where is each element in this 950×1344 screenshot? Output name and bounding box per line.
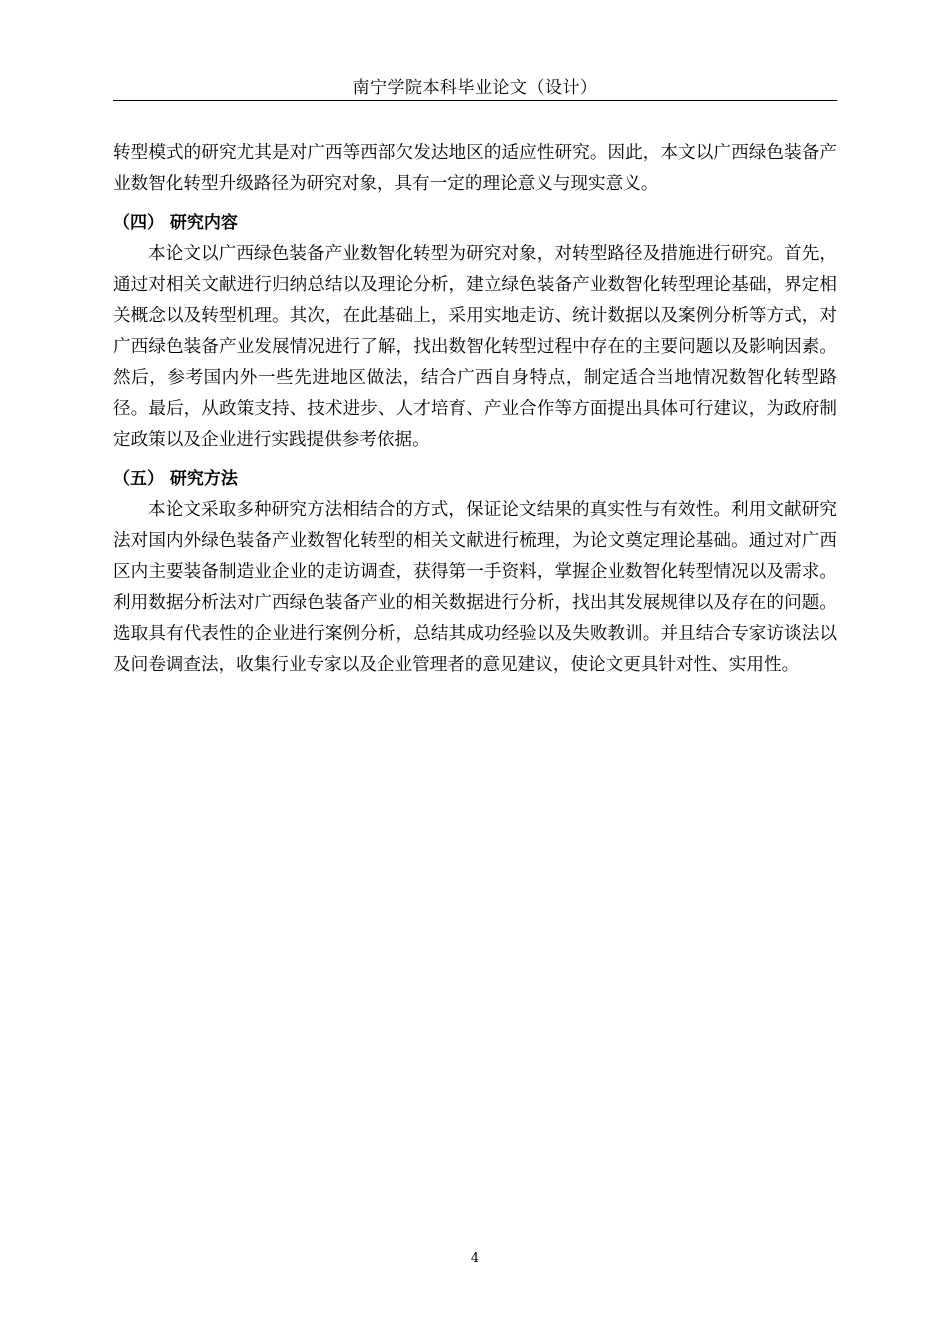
header-divider: [113, 100, 837, 101]
intro-paragraph: 转型模式的研究尤其是对广西等西部欠发达地区的适应性研究。因此，本文以广西绿色装备产业数智化转型升级路径为研究对象，具有一定的理论意义与现实意义。: [113, 143, 837, 194]
research-methods-paragraph: 本论文采取多种研究方法相结合的方式，保证论文结果的真实性与有效性。利用文献研究法对国内外绿色装备产业数智化转型的相关文献进行梳理，为论文奠定理论基础。通过对广西区内主要装备制造业企业的走访调查，获得第一手资料，掌握企业数智化转型情况以及需求。利用数据分析法对广西绿色装备产业的相关数据进行分析，找出其发展规律以及存在的问题。选取具有代表性的企业进行案例分析，总结其成功经验以及失败教训。并且结合专家访谈法以及问卷调查法，收集行业专家以及企业管理者的意见建议，使论文更具针对性、实用性。: [113, 500, 837, 675]
page-header-title: 南宁学院本科毕业论文（设计）: [352, 78, 598, 98]
section-heading-research-methods: （五） 研究方法: [113, 469, 238, 489]
document-body: [113, 138, 837, 681]
section-heading-research-content: （四） 研究内容: [113, 213, 238, 233]
page-number: 4: [470, 1251, 480, 1266]
research-content-paragraph: 本论文以广西绿色装备产业数智化转型为研究对象，对转型路径及措施进行研究。首先，通过对相关文献进行归纳总结以及理论分析，建立绿色装备产业数智化转型理论基础，界定相关概念以及转型机理。其次，在此基础上，采用实地走访、统计数据以及案例分析等方式，对广西绿色装备产业发展情况进行了解，找出数智化转型过程中存在的主要问题以及影响因素。然后，参考国内外一些先进地区做法，结合广西自身特点，制定适合当地情况数智化转型路径。最后，从政策支持、技术进步、人才培育、产业合作等方面提出具体可行建议，为政府制定政策以及企业进行实践提供参考依据。: [113, 244, 837, 450]
